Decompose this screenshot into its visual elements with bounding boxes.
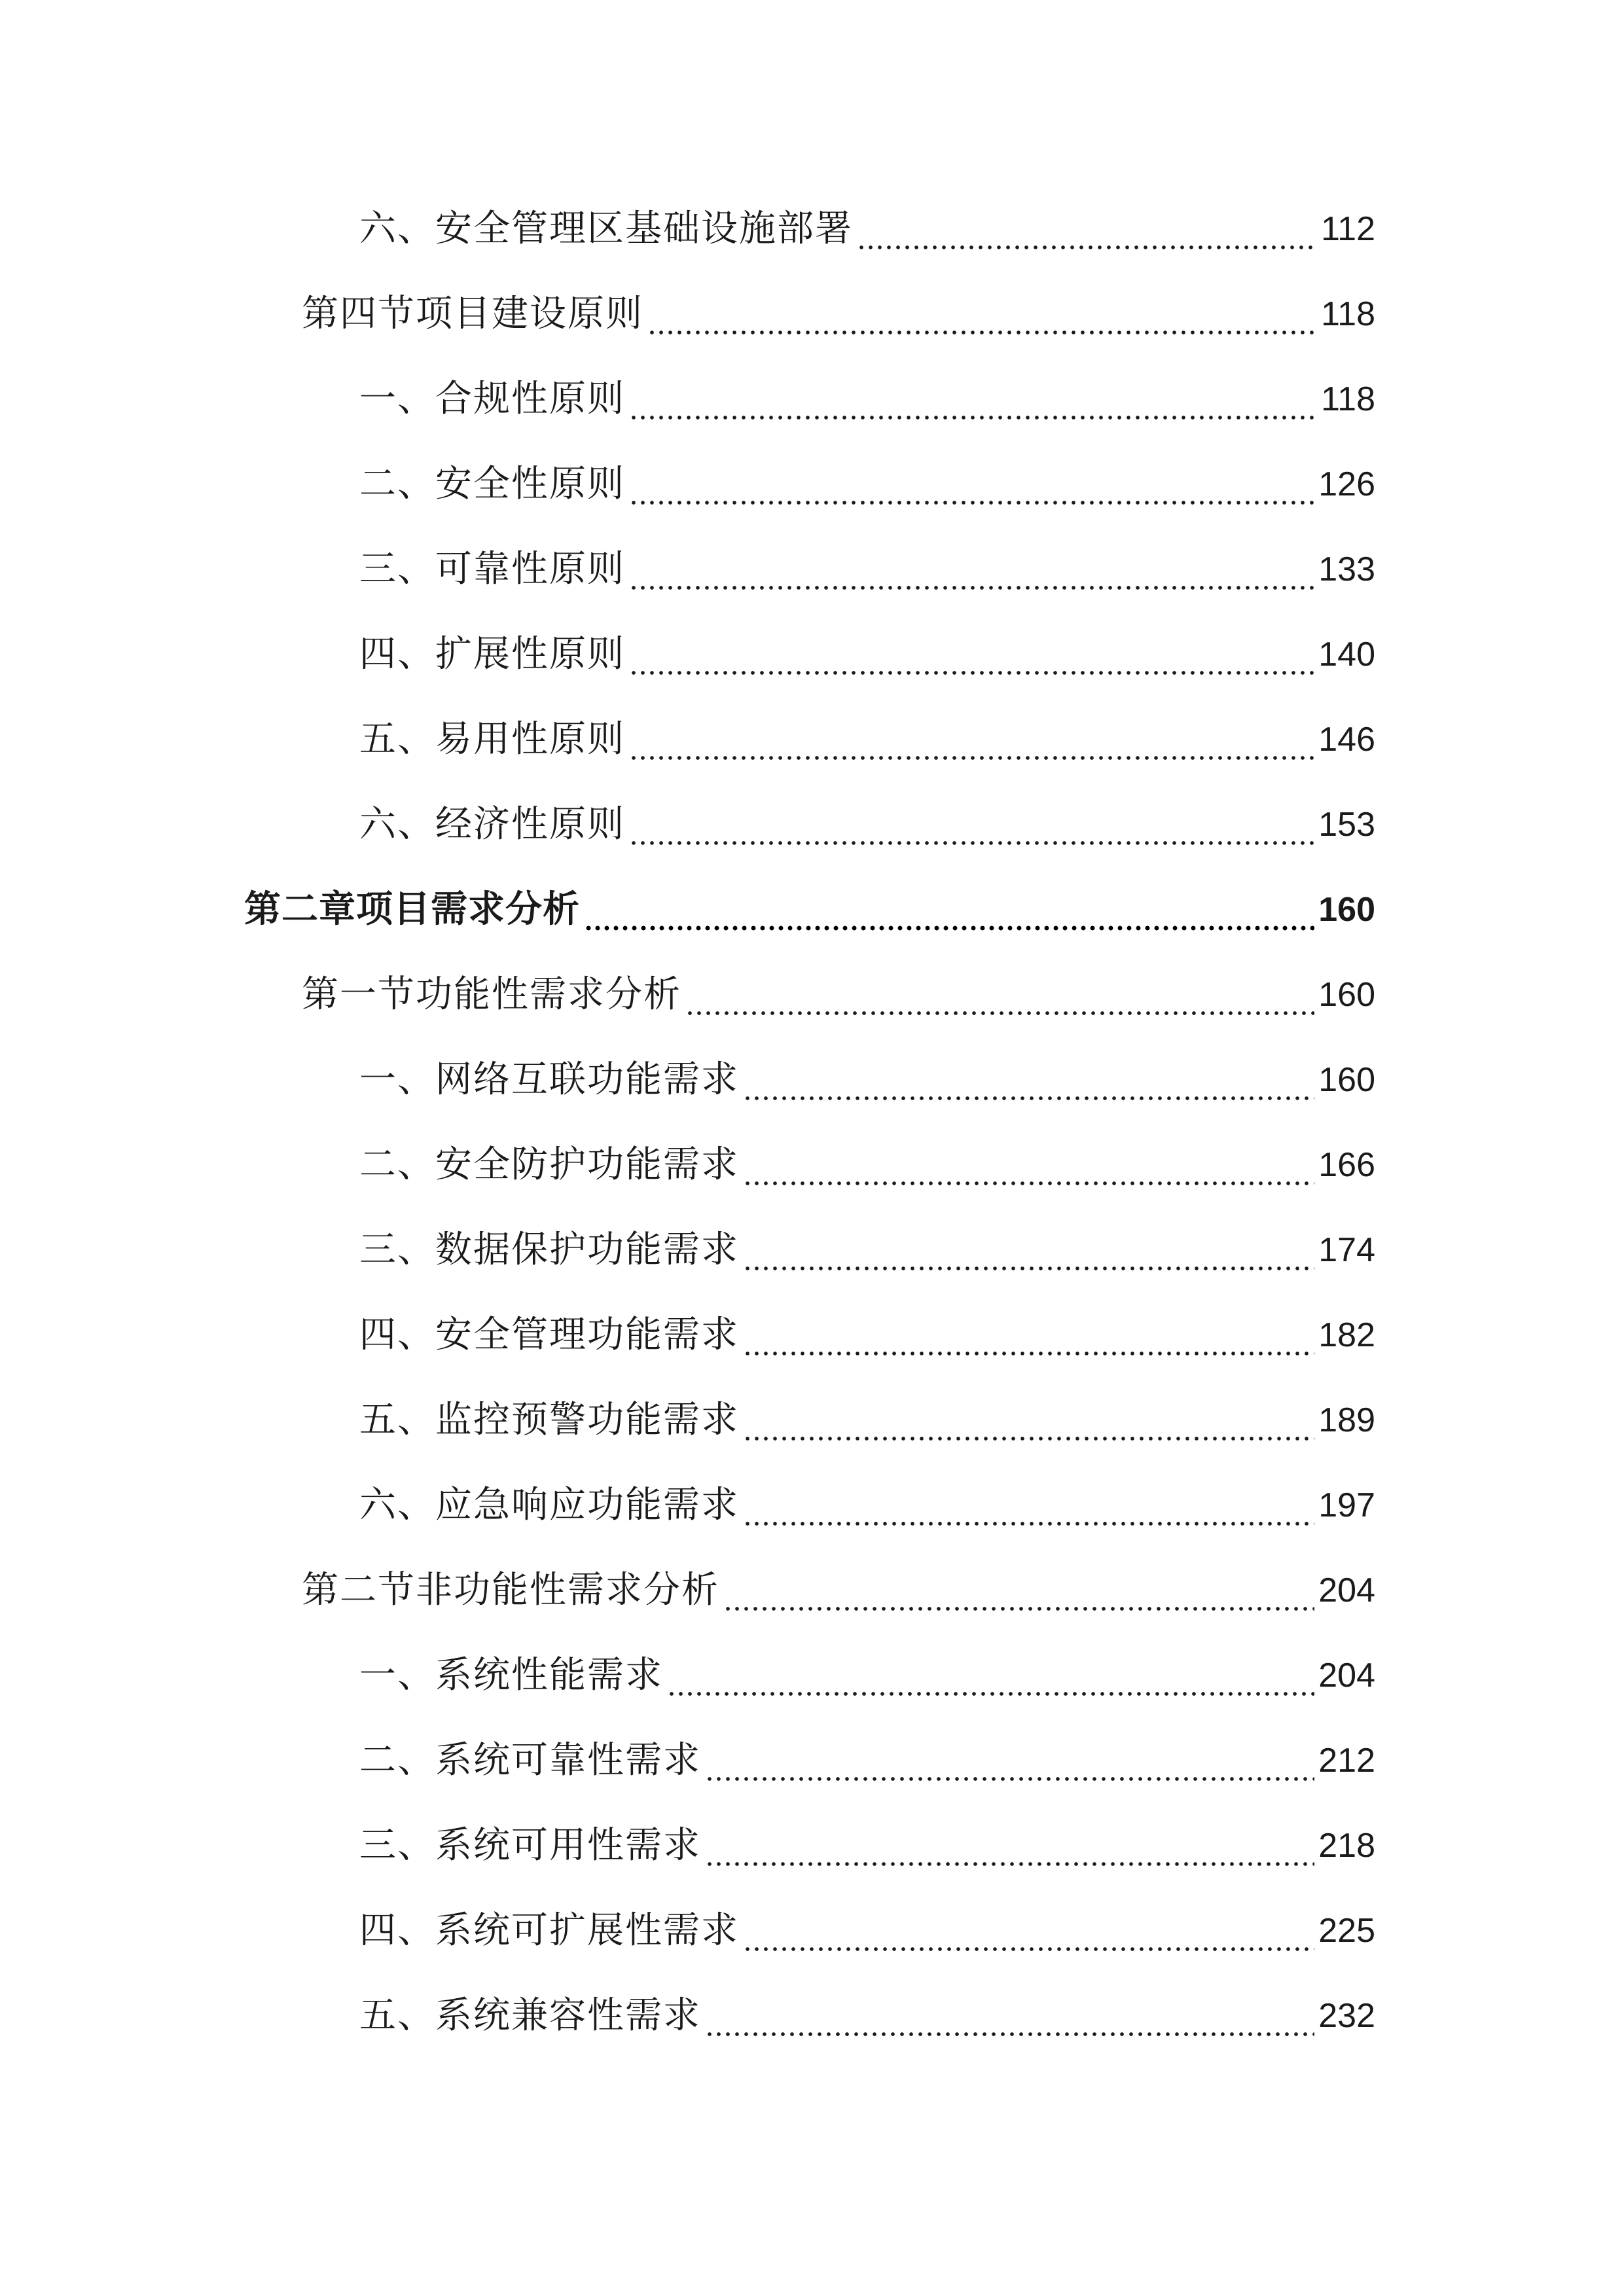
toc-entry-page: 218 xyxy=(1318,1827,1375,1865)
toc-entry[interactable] xyxy=(0,1903,1624,1968)
toc-entry-page: 160 xyxy=(1318,976,1375,1014)
toc-entry-title: 二、安全防护功能需求 xyxy=(359,1143,739,1186)
toc-entry-page: 166 xyxy=(1318,1146,1375,1184)
toc-leader-dots xyxy=(743,1057,1314,1103)
toc-leader-dots xyxy=(705,1993,1314,2039)
toc-entry-page: 126 xyxy=(1318,465,1375,503)
toc-entry-title: 第二章项目需求分析 xyxy=(244,888,580,931)
toc-entry[interactable] xyxy=(0,1818,1624,1883)
toc-entry[interactable] xyxy=(0,1052,1624,1117)
toc-leader-dots xyxy=(629,376,1317,422)
toc-entry-title: 六、经济性原则 xyxy=(359,803,625,846)
toc-entry-title: 第四节项目建设原则 xyxy=(302,293,643,335)
toc-entry-title: 二、安全性原则 xyxy=(359,463,625,505)
toc-leader-dots xyxy=(629,632,1314,677)
toc-entry[interactable] xyxy=(0,967,1624,1032)
toc-leader-dots xyxy=(743,1908,1314,1954)
toc-entry-page: 174 xyxy=(1318,1231,1375,1269)
toc-entry-page: 153 xyxy=(1318,806,1375,844)
toc-entry-page: 160 xyxy=(1318,1061,1375,1099)
toc-leader-dots xyxy=(857,206,1317,252)
toc-entry-page: 212 xyxy=(1318,1742,1375,1780)
toc-entry-title: 一、合规性原则 xyxy=(359,378,625,420)
toc-leader-dots xyxy=(743,1312,1314,1358)
toc-entry[interactable] xyxy=(0,201,1624,266)
toc-entry[interactable] xyxy=(0,286,1624,351)
toc-entry-page: 118 xyxy=(1321,295,1375,333)
toc-entry-title: 五、系统兼容性需求 xyxy=(359,1994,701,2037)
toc-leader-dots xyxy=(743,1482,1314,1528)
toc-entry-page: 182 xyxy=(1318,1316,1375,1354)
toc-entry-title: 五、监控预警功能需求 xyxy=(359,1399,739,1441)
toc-entry-title: 二、系统可靠性需求 xyxy=(359,1739,701,1782)
toc-entry-page: 189 xyxy=(1318,1401,1375,1439)
toc-entry[interactable] xyxy=(0,1647,1624,1713)
toc-entry-page: 133 xyxy=(1318,550,1375,588)
toc-entry[interactable] xyxy=(0,1307,1624,1372)
toc-entry-title: 第一节功能性需求分析 xyxy=(302,973,681,1016)
toc-leader-dots xyxy=(584,887,1314,933)
toc-entry-title: 四、系统可扩展性需求 xyxy=(359,1909,739,1952)
toc-entry-title: 四、安全管理功能需求 xyxy=(359,1314,739,1356)
toc-entry-title: 三、可靠性原则 xyxy=(359,548,625,590)
toc-entry[interactable] xyxy=(0,797,1624,862)
toc-entry[interactable] xyxy=(0,541,1624,607)
toc-entry-page: 204 xyxy=(1318,1571,1375,1609)
toc-leader-dots xyxy=(647,291,1317,337)
toc-entry-title: 四、扩展性原则 xyxy=(359,633,625,675)
toc-entry[interactable] xyxy=(0,1988,1624,2053)
toc-leader-dots xyxy=(705,1823,1314,1869)
toc-leader-dots xyxy=(723,1568,1314,1613)
toc-leader-dots xyxy=(629,461,1314,507)
toc-entry-page: 204 xyxy=(1318,1657,1375,1695)
toc-leader-dots xyxy=(667,1653,1314,1698)
toc-entry-page: 112 xyxy=(1321,210,1375,248)
toc-entry-page: 146 xyxy=(1318,721,1375,759)
toc-entry[interactable] xyxy=(0,1392,1624,1458)
toc-entry-chapter[interactable] xyxy=(0,882,1624,947)
toc-entry[interactable] xyxy=(0,1137,1624,1202)
toc-entry-title: 第二节非功能性需求分析 xyxy=(302,1569,719,1611)
toc-entry-page: 232 xyxy=(1318,1997,1375,2035)
toc-entry[interactable] xyxy=(0,626,1624,692)
toc-entry-title: 一、网络互联功能需求 xyxy=(359,1058,739,1101)
toc-entry[interactable] xyxy=(0,371,1624,437)
toc-entry-page: 118 xyxy=(1321,380,1375,418)
toc-entry[interactable] xyxy=(0,1732,1624,1798)
toc-leader-dots xyxy=(629,547,1314,592)
toc-leader-dots xyxy=(629,802,1314,848)
toc-entry-page: 160 xyxy=(1318,891,1375,929)
toc-leader-dots xyxy=(743,1227,1314,1273)
toc-entry-title: 五、易用性原则 xyxy=(359,718,625,761)
toc-entry[interactable] xyxy=(0,1477,1624,1543)
toc-leader-dots xyxy=(743,1142,1314,1188)
toc-entry[interactable] xyxy=(0,1222,1624,1287)
toc-entry[interactable] xyxy=(0,1562,1624,1628)
toc-entry-title: 一、系统性能需求 xyxy=(359,1654,663,1696)
toc-entry-page: 225 xyxy=(1318,1912,1375,1950)
toc-entry-title: 三、数据保护功能需求 xyxy=(359,1229,739,1271)
toc-entry[interactable] xyxy=(0,711,1624,777)
toc-entry-page: 140 xyxy=(1318,636,1375,673)
toc-entry-title: 六、安全管理区基础设施部署 xyxy=(359,207,853,250)
toc-entry-title: 三、系统可用性需求 xyxy=(359,1824,701,1867)
toc-leader-dots xyxy=(629,717,1314,762)
toc-leader-dots xyxy=(685,972,1314,1018)
toc-entry[interactable] xyxy=(0,456,1624,522)
toc-leader-dots xyxy=(743,1397,1314,1443)
toc-entry-title: 六、应急响应功能需求 xyxy=(359,1484,739,1526)
toc-leader-dots xyxy=(705,1738,1314,1784)
toc-entry-page: 197 xyxy=(1318,1486,1375,1524)
